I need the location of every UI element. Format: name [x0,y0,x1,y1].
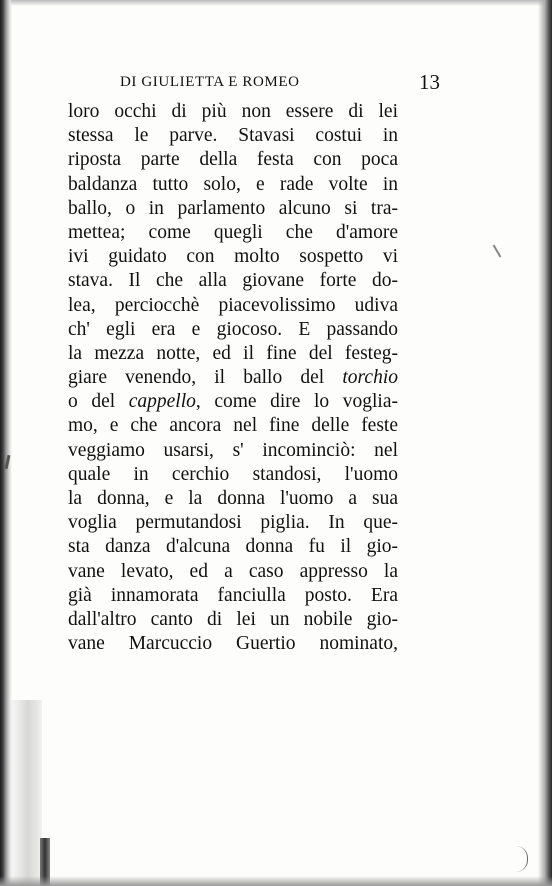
text-line: lea, perciocchè piacevolissimo udiva [68,294,398,316]
binding-shadow [8,700,42,886]
text-line: mettea; come quegli che d'amore [68,221,398,243]
text-line: voglia permutandosi piglia. In que- [68,512,398,534]
running-head-title: DI GIULIETTA E ROMEO [120,74,300,90]
text-line: ballo, o in parlamento alcuno si tra- [68,197,398,219]
text-line: stava. Il che alla giovane forte do- [68,270,398,292]
body-text [68,100,398,656]
text-line: giare venendo, il ballo del torchio [68,367,398,389]
page-corner-curl [513,846,528,872]
text-line: veggiamo usarsi, s' incominciò: nel [68,439,398,461]
text-line: vane Marcuccio Guertio nominato, [68,633,398,655]
text-line: ch' egli era e giocoso. E passando [68,318,398,340]
text-line: o del cappello, come dire lo voglia- [68,391,398,413]
page-top-edge [0,0,552,6]
text-line: la mezza notte, ed il fine del festeg- [68,342,398,364]
text-line: dall'altro canto di lei un nobile gio- [68,608,398,630]
text-line: sta danza d'alcuna donna fu il gio- [68,536,398,558]
page-right-edge [538,0,552,886]
text-line: quale in cerchio standosi, l'uomo [68,463,398,485]
text-line: vane levato, ed a caso appresso la [68,560,398,582]
page-bottom-edge [0,876,552,886]
margin-mark-right [493,244,502,257]
text-line: ivi guidato con molto sospetto vi [68,246,398,268]
text-line: la donna, e la donna l'uomo a sua [68,488,398,509]
text-line: stessa le parve. Stavasi costui in [68,125,398,147]
text-line: già innamorata fanciulla posto. Era [68,584,398,606]
text-line: baldanza tutto solo, e rade volte in [68,173,398,195]
text-line: riposta parte della festa con poca [68,149,398,171]
running-head [68,70,440,98]
text-line: loro occhi di più non essere di lei [68,101,398,122]
page-number: 13 [419,70,440,94]
text-line: mo, e che ancora nel fine delle feste [68,415,398,437]
